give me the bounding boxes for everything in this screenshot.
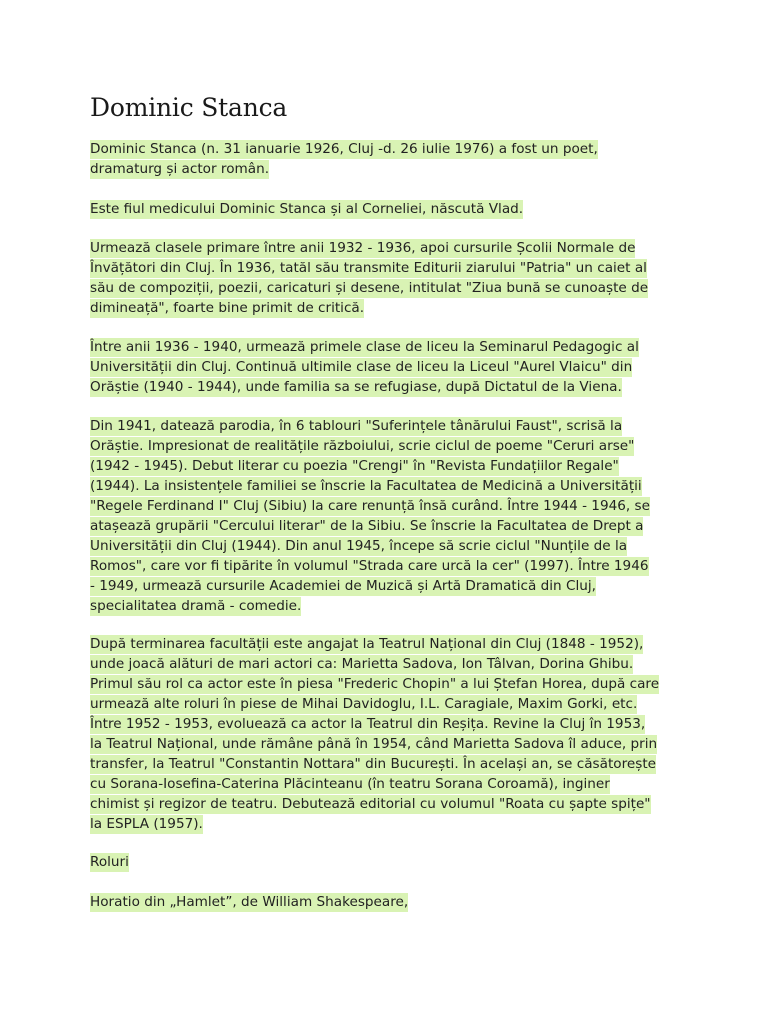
text-line: său de compoziții, poezii, caricaturi și desene, intitulat "Ziua bună se cunoaște de [90, 280, 649, 296]
text-line: Între anii 1936 - 1940, urmează primele clase de liceu la Seminarul Pedagogic al [90, 339, 639, 355]
text-line: atașează grupării "Cercului literar" de la Sibiu. Se înscrie la Facultatea de Drept a [90, 518, 644, 534]
text-line: Orăștie (1940 - 1944), unde familia sa se refugiase, după Dictatul de la Viena. [90, 379, 622, 395]
text-line: unde joacă alături de mari actori ca: Marietta Sadova, Ion Tâlvan, Dorina Ghibu. [90, 656, 634, 672]
text-line: - 1949, urmează cursurile Academiei de Muzică și Artă Dramatică din Cluj, [90, 578, 596, 594]
section-heading-roles [90, 852, 129, 872]
text-line: specialitatea dramă - comedie. [90, 598, 302, 614]
text-line: Învățători din Cluj. În 1936, tatăl său transmite Editurii ziarului "Patria" un caiet al [90, 260, 647, 276]
text-line: Roluri [90, 854, 129, 870]
paragraph-education [90, 238, 648, 318]
text-line: Dominic Stanca (n. 31 ianuarie 1926, Cluj -d. 26 iulie 1976) a fost un poet, [90, 141, 598, 157]
paragraph-literary-debut [90, 416, 650, 616]
text-line: Primul său rol ca actor este în piesa "Frederic Chopin" a lui Ștefan Horea, după care [90, 676, 660, 692]
text-line: Romos", care vor fi tipărite în volumul "Strada care urcă la cer" (1997). Între 1946 [90, 558, 649, 574]
text-line: (1944). La insistențele familiei se înscrie la Facultatea de Medicină a Universității [90, 478, 642, 494]
text-line: Universității din Cluj (1944). Din anul 1945, începe să scrie ciclul "Nunțile de la [90, 538, 628, 554]
text-line: Urmează clasele primare între anii 1932 - 1936, apoi cursurile Școlii Normale de [90, 240, 636, 256]
text-line: Din 1941, datează parodia, în 6 tablouri "Suferințele tânărului Faust", scrisă la [90, 418, 623, 434]
text-line: cu Sorana-Iosefina-Caterina Plăcinteanu (în teatru Sorana Coroamă), inginer [90, 776, 610, 792]
paragraph-intro [90, 139, 598, 179]
paragraph-role-item [90, 892, 408, 912]
text-line: "Regele Ferdinand I" Cluj (Sibiu) la care renunță însă curând. Între 1944 - 1946, se [90, 498, 650, 514]
text-line: Între 1952 - 1953, evoluează ca actor la Teatrul din Reșița. Revine la Cluj în 1953, [90, 716, 646, 732]
text-line: la Teatrul Național, unde rămâne până în 1954, când Marietta Sadova îl aduce, prin [90, 736, 658, 752]
text-line: dramaturg și actor român. [90, 161, 270, 177]
text-line: După terminarea facultății este angajat la Teatrul Național din Cluj (1848 - 1952), [90, 636, 644, 652]
paragraph-highschool [90, 337, 639, 397]
text-line: (1942 - 1945). Debut literar cu poezia "Crengi" în "Revista Fundațiilor Regale" [90, 458, 619, 474]
text-line: dimineață", foarte bine primit de critică. [90, 300, 365, 316]
text-line: urmează alte roluri în piese de Mihai Davidoglu, I.L. Caragiale, Maxim Gorki, etc. [90, 696, 638, 712]
text-line: Horatio din „Hamlet”, de William Shakespeare, [90, 894, 409, 910]
paragraph-acting-career [90, 634, 659, 834]
text-line: Universității din Cluj. Continuă ultimile clase de liceu la Liceul "Aurel Vlaicu" din [90, 359, 633, 375]
text-line: la ESPLA (1957). [90, 816, 203, 832]
text-line: Este fiul medicului Dominic Stanca și al Corneliei, născută Vlad. [90, 201, 524, 217]
paragraph-parents [90, 199, 523, 219]
text-line: chimist și regizor de teatru. Debutează editorial cu volumul "Roata cu șapte spițe" [90, 796, 651, 812]
text-line: Orăștie. Impresionat de realitățile războiului, scrie ciclul de poeme "Ceruri arse" [90, 438, 635, 454]
text-line: transfer, la Teatrul "Constantin Nottara" din București. În același an, se căsătorește [90, 756, 657, 772]
document-title: Dominic Stanca [90, 93, 288, 122]
